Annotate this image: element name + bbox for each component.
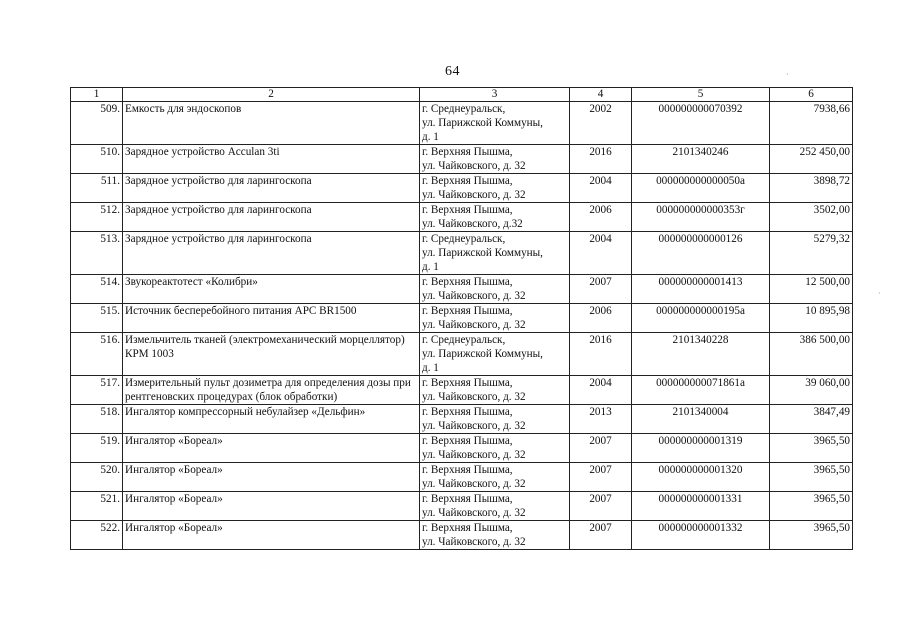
- year-cell: 2016: [570, 145, 632, 174]
- table-row: [71, 145, 853, 174]
- address-cell: [420, 405, 570, 434]
- address-cell: [420, 521, 570, 550]
- address-line: г. Верхняя Пышма,: [422, 276, 513, 288]
- cost-cell: 3502,00: [770, 203, 853, 232]
- address-line: г. Верхняя Пышма,: [422, 377, 513, 389]
- table-row: [71, 376, 853, 405]
- address-line: г. Верхняя Пышма,: [422, 406, 513, 418]
- address-line: г. Среднеуральск,: [422, 233, 506, 245]
- inventory-number-cell: 000000000001332: [632, 521, 770, 550]
- cost-cell: 3965,50: [770, 492, 853, 521]
- address-line: ул. Чайковского, д. 32: [422, 290, 526, 302]
- row-number-cell: 513.: [71, 232, 123, 275]
- cost-cell: 7938,66: [770, 102, 853, 145]
- inventory-number-cell: 000000000001331: [632, 492, 770, 521]
- address-cell: [420, 232, 570, 275]
- row-number-cell: 522.: [71, 521, 123, 550]
- year-cell: 2004: [570, 376, 632, 405]
- item-name-cell: Ингалятор компрессорный небулайзер «Дельфин»: [123, 405, 420, 434]
- address-line: д. 1: [422, 131, 439, 143]
- inventory-number-cell: 000000000070392: [632, 102, 770, 145]
- year-cell: 2006: [570, 304, 632, 333]
- column-header: 4: [570, 88, 632, 102]
- cost-cell: 3965,50: [770, 521, 853, 550]
- item-name-cell: Ингалятор «Бореал»: [123, 492, 420, 521]
- page-number: 64: [445, 64, 460, 79]
- row-number-cell: 510.: [71, 145, 123, 174]
- cost-cell: 10 895,98: [770, 304, 853, 333]
- item-name-cell: Емкость для эндоскопов: [123, 102, 420, 145]
- address-line: г. Верхняя Пышма,: [422, 435, 513, 447]
- table-row: [71, 492, 853, 521]
- address-line: г. Среднеуральск,: [422, 103, 506, 115]
- address-cell: [420, 376, 570, 405]
- item-name-cell: Измерительный пульт дозиметра для определения дозы при рентгеновских процедурах (блок обработки): [123, 376, 420, 405]
- item-name-cell: Звукореактотест «Колибри»: [123, 275, 420, 304]
- inventory-number-cell: 000000000071861а: [632, 376, 770, 405]
- address-line: ул. Чайковского, д. 32: [422, 449, 526, 461]
- cost-cell: 3847,49: [770, 405, 853, 434]
- row-number-cell: 521.: [71, 492, 123, 521]
- address-line: ул. Чайковского, д. 32: [422, 536, 526, 548]
- table-body: [71, 102, 853, 550]
- row-number-cell: 518.: [71, 405, 123, 434]
- table-row: [71, 232, 853, 275]
- address-line: ул. Парижской Коммуны,: [422, 247, 543, 259]
- address-cell: [420, 333, 570, 376]
- address-line: г. Верхняя Пышма,: [422, 464, 513, 476]
- cost-cell: 252 450,00: [770, 145, 853, 174]
- column-header: 2: [123, 88, 420, 102]
- address-line: ул. Чайковского, д. 32: [422, 420, 526, 432]
- column-number-row: [71, 88, 853, 102]
- inventory-number-cell: 000000000000195а: [632, 304, 770, 333]
- cost-cell: 3965,50: [770, 434, 853, 463]
- address-cell: [420, 145, 570, 174]
- address-cell: [420, 203, 570, 232]
- row-number-cell: 516.: [71, 333, 123, 376]
- year-cell: 2007: [570, 463, 632, 492]
- address-line: г. Верхняя Пышма,: [422, 522, 513, 534]
- row-number-cell: 517.: [71, 376, 123, 405]
- table-row: [71, 102, 853, 145]
- year-cell: 2013: [570, 405, 632, 434]
- year-cell: 2002: [570, 102, 632, 145]
- inventory-number-cell: 000000000000126: [632, 232, 770, 275]
- inventory-number-cell: 2101340004: [632, 405, 770, 434]
- table-row: [71, 203, 853, 232]
- inventory-number-cell: 000000000001319: [632, 434, 770, 463]
- address-line: г. Верхняя Пышма,: [422, 305, 513, 317]
- item-name-cell: Измельчитель тканей (электромеханический морцеллятор) КРМ 1003: [123, 333, 420, 376]
- address-line: ул. Чайковского, д. 32: [422, 391, 526, 403]
- item-name-cell: Ингалятор «Бореал»: [123, 463, 420, 492]
- address-line: г. Верхняя Пышма,: [422, 493, 513, 505]
- address-cell: [420, 102, 570, 145]
- item-name-cell: Зарядное устройство для ларингоскопа: [123, 232, 420, 275]
- address-line: г. Среднеуральск,: [422, 334, 506, 346]
- address-cell: [420, 304, 570, 333]
- cost-cell: 3965,50: [770, 463, 853, 492]
- address-line: г. Верхняя Пышма,: [422, 204, 513, 216]
- address-cell: [420, 463, 570, 492]
- address-cell: [420, 174, 570, 203]
- scan-speck: ·: [878, 289, 881, 298]
- year-cell: 2016: [570, 333, 632, 376]
- address-line: г. Верхняя Пышма,: [422, 175, 513, 187]
- inventory-number-cell: 000000000001320: [632, 463, 770, 492]
- address-line: ул. Чайковского, д. 32: [422, 478, 526, 490]
- table-row: [71, 434, 853, 463]
- table-row: [71, 304, 853, 333]
- item-name-cell: Зарядное устройство для ларингоскопа: [123, 203, 420, 232]
- address-line: ул. Чайковского, д. 32: [422, 160, 526, 172]
- row-number-cell: 514.: [71, 275, 123, 304]
- table-row: [71, 275, 853, 304]
- inventory-number-cell: 000000000000353г: [632, 203, 770, 232]
- address-line: г. Верхняя Пышма,: [422, 146, 513, 158]
- address-cell: [420, 492, 570, 521]
- cost-cell: 12 500,00: [770, 275, 853, 304]
- item-name-cell: Источник бесперебойного питания APC BR1500: [123, 304, 420, 333]
- cost-cell: 5279,32: [770, 232, 853, 275]
- table-row: [71, 405, 853, 434]
- address-line: ул. Чайковского, д. 32: [422, 189, 526, 201]
- row-number-cell: 511.: [71, 174, 123, 203]
- inventory-number-cell: 2101340228: [632, 333, 770, 376]
- year-cell: 2004: [570, 232, 632, 275]
- column-header: 6: [770, 88, 853, 102]
- table-row: [71, 174, 853, 203]
- address-line: ул. Парижской Коммуны,: [422, 348, 543, 360]
- row-number-cell: 519.: [71, 434, 123, 463]
- table-row: [71, 521, 853, 550]
- item-name-cell: Зарядное устройство Acculan 3ti: [123, 145, 420, 174]
- scan-speck: ·: [786, 70, 789, 79]
- item-name-cell: Зарядное устройство для ларингоскопа: [123, 174, 420, 203]
- row-number-cell: 515.: [71, 304, 123, 333]
- item-name-cell: Ингалятор «Бореал»: [123, 434, 420, 463]
- year-cell: 2007: [570, 492, 632, 521]
- item-name-cell: Ингалятор «Бореал»: [123, 521, 420, 550]
- table-row: [71, 463, 853, 492]
- address-line: ул. Чайковского, д. 32: [422, 507, 526, 519]
- inventory-number-cell: 000000000000050а: [632, 174, 770, 203]
- column-header: 5: [632, 88, 770, 102]
- year-cell: 2006: [570, 203, 632, 232]
- asset-table: [70, 87, 853, 550]
- inventory-number-cell: 2101340246: [632, 145, 770, 174]
- address-line: д. 1: [422, 362, 439, 374]
- address-cell: [420, 275, 570, 304]
- address-line: ул. Чайковского, д. 32: [422, 319, 526, 331]
- row-number-cell: 509.: [71, 102, 123, 145]
- year-cell: 2004: [570, 174, 632, 203]
- cost-cell: 386 500,00: [770, 333, 853, 376]
- cost-cell: 3898,72: [770, 174, 853, 203]
- address-cell: [420, 434, 570, 463]
- row-number-cell: 512.: [71, 203, 123, 232]
- row-number-cell: 520.: [71, 463, 123, 492]
- address-line: ул. Парижской Коммуны,: [422, 117, 543, 129]
- year-cell: 2007: [570, 521, 632, 550]
- address-line: ул. Чайковского, д.32: [422, 218, 523, 230]
- column-header: 1: [71, 88, 123, 102]
- year-cell: 2007: [570, 434, 632, 463]
- inventory-number-cell: 000000000001413: [632, 275, 770, 304]
- column-header: 3: [420, 88, 570, 102]
- table-row: [71, 333, 853, 376]
- year-cell: 2007: [570, 275, 632, 304]
- cost-cell: 39 060,00: [770, 376, 853, 405]
- address-line: д. 1: [422, 261, 439, 273]
